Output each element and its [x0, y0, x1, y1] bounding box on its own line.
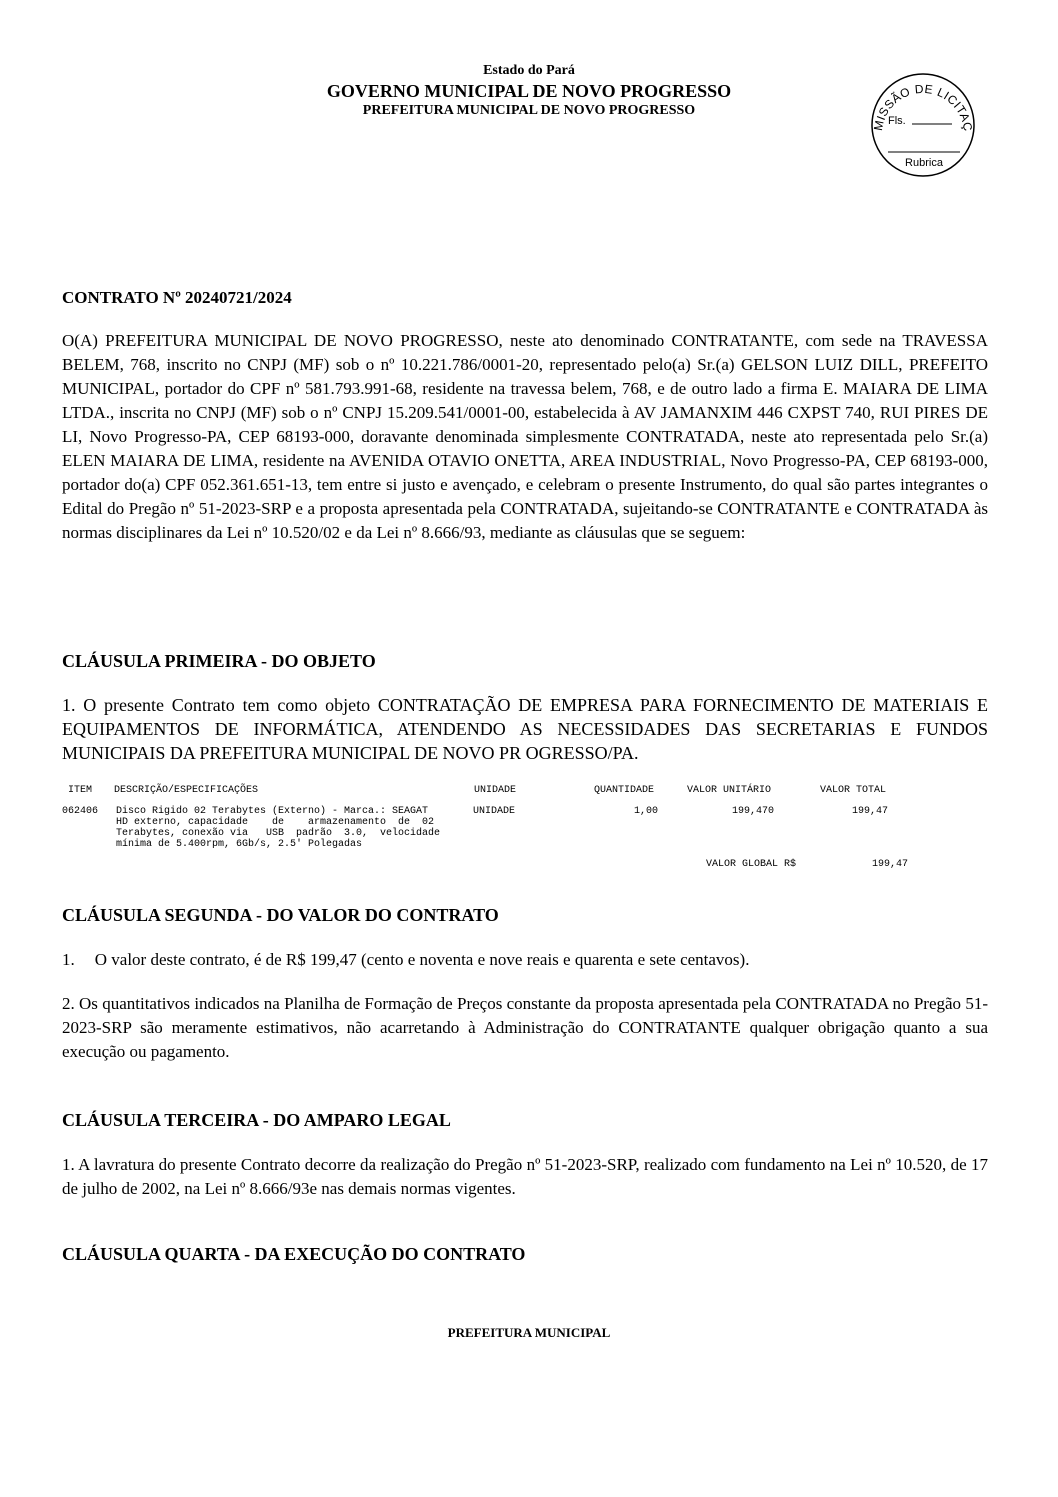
clause3-title: CLÁUSULA TERCEIRA - DO AMPARO LEGAL [62, 1110, 451, 1130]
row-total-value: 199,47 [852, 806, 889, 817]
svg-text:COMISSÃO DE LICITAÇÃO [868, 72, 975, 132]
clause4-title: CLÁUSULA QUARTA - DA EXECUÇÃO DO CONTRATO [62, 1244, 526, 1264]
clause1-text: 1. O presente Contrato tem como objeto CONTRATAÇÃO DE EMPRESA PARA FORNECIMENTO DE MATERIAIS E EQUIPAMENTOS DE INFORMÁTICA, ATENDENDO AS NECESSIDADES DAS SECRETARIAS E FUNDOS MUNICIPAIS DA PREFEITURA MUNICIPAL DE NOVO PR OGRESSO/PA. [62, 695, 988, 763]
row-item-code: 062406 [62, 806, 99, 817]
page-footer: PREFEITURA MUNICIPAL [447, 1325, 611, 1340]
col-header-description: DESCRIÇÃO/ESPECIFICAÇÕES [114, 785, 259, 796]
stamp-arc-text: MISSÃO DE LICITAÇ [870, 81, 976, 133]
intro-paragraph: O(A) PREFEITURA MUNICIPAL DE NOVO PROGRESSO, neste ato denominado CONTRATANTE, com sede na TRAVESSA BELEM, 768, inscrito no CNPJ (MF) sob o nº 10.221.786/0001-20, representado pelo(a) Sr.(a) GELSON LUIZ DILL, PREFEITO MUNICIPAL, portador do CPF nº 581.793.991-68, residente na travessa belem, 768, e de outro lado a firma E. MAIARA DE LIMA LTDA., inscrita no CNPJ (MF) sob o nº CNPJ 15.209.541/0001-00, estabelecida à AV JAMANXIM 446 CXPST 740, RUI PIRES DE LI, Novo Progresso-PA, CEP 68193-000, doravante denominada simplesmente CONTRATADA, neste ato representada pelo Sr.(a) ELEN MAIARA DE LIMA, residente na AVENIDA OTAVIO ONETTA, AREA INDUSTRIAL, Novo Progresso-PA, CEP 68193-000, portador do(a) CPF 052.361.651-13, tem entre si justo e avençado, e celebram o presente Instrumento, do qual são partes integrantes o Edital do Pregão nº 51-2023-SRP e a proposta apresentada pela CONTRATADA, sujeitando-se CONTRATANTE e CONTRATADA às normas disciplinares da Lei nº 10.520/02 e da Lei nº 8.666/93, mediante as cláusulas que se seguem: [62, 331, 988, 542]
items-table [62, 785, 942, 875]
stamp-rubrica-label: Rubrica [905, 157, 943, 169]
col-header-quantity: QUANTIDADE [594, 785, 655, 796]
state-name: Estado do Pará [483, 63, 575, 78]
col-header-total-value: VALOR TOTAL [820, 785, 887, 796]
clause3-text: 1. A lavratura do presente Contrato decorre da realização do Pregão nº 51-2023-SRP, realizado com fundamento na Lei nº 10.520, de 17 de julho de 2002, na Lei nº 8.666/93e nas demais normas vigentes. [62, 1155, 988, 1198]
clause2-item1 [62, 948, 988, 972]
row-quantity: 1,00 [634, 806, 659, 817]
prefecture-name: PREFEITURA MUNICIPAL DE NOVO PROGRESSO [362, 103, 696, 118]
row-unit-value: 199,470 [732, 806, 775, 817]
global-value: 199,47 [872, 859, 909, 870]
row-description-line: mínima de 5.400rpm, 6Gb/s, 2.5' Polegadas [116, 839, 363, 850]
contract-title: CONTRATO Nº 20240721/2024 [62, 288, 292, 307]
stamp-fls-label: Fls. [888, 115, 906, 127]
global-value-label: VALOR GLOBAL R$ [706, 859, 797, 870]
row-description-line: Disco Rigido 02 Terabytes (Externo) - Marca.: SEAGAT [116, 806, 429, 817]
government-name: GOVERNO MUNICIPAL DE NOVO PROGRESSO [326, 81, 732, 101]
row-description-line: Terabytes, conexão via USB padrão 3.0, velocidade [116, 828, 441, 839]
clause2-item2: 2. Os quantitativos indicados na Planilha de Formação de Preços constante da proposta apresentada pela CONTRATADA no Pregão 51-2023-SRP são meramente estimativos, não acarretando à Administração do CONTRATANTE qualquer obrigação quanto a sua execução ou pagamento. [62, 994, 988, 1061]
col-header-unit-value: VALOR UNITÁRIO [687, 785, 772, 796]
bidding-commission-stamp [868, 72, 978, 178]
col-header-unit: UNIDADE [474, 785, 517, 796]
clause2-title: CLÁUSULA SEGUNDA - DO VALOR DO CONTRATO [62, 905, 499, 925]
row-unit: UNIDADE [473, 806, 516, 817]
col-header-item: ITEM [68, 785, 93, 796]
clause2-item1-number: 1. [62, 950, 75, 969]
row-description-line: HD externo, capacidade de armazenamento de 02 [116, 817, 435, 828]
clause1-title: CLÁUSULA PRIMEIRA - DO OBJETO [62, 651, 376, 671]
clause2-item1-text: O valor deste contrato, é de R$ 199,47 (cento e noventa e nove reais e quarenta e sete centavos). [94, 950, 750, 969]
